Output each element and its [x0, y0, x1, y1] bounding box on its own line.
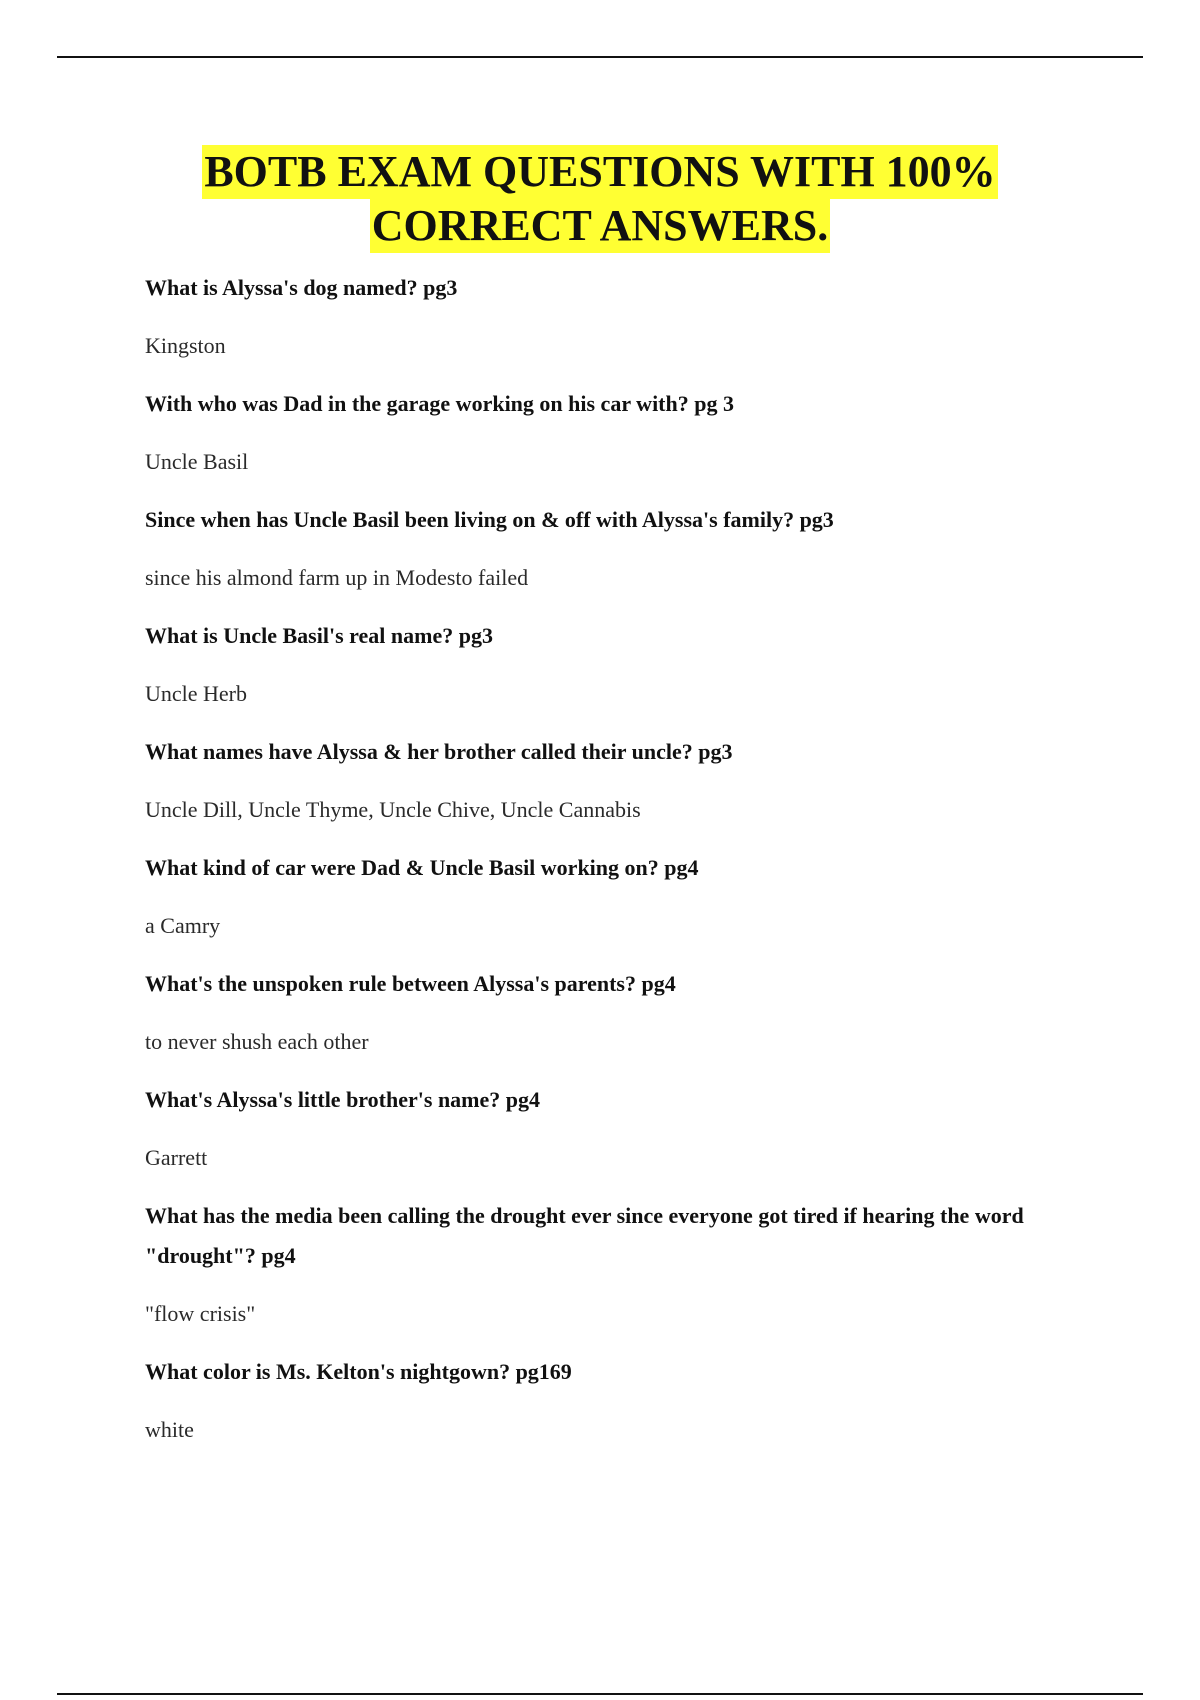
answer: a Camry — [145, 913, 221, 938]
answer: since his almond farm up in Modesto failed — [145, 565, 529, 590]
qa-item — [145, 848, 1065, 946]
qa-item — [145, 384, 1065, 482]
qa-item — [145, 732, 1065, 830]
answer: "flow crisis" — [145, 1301, 256, 1326]
title-line-2: CORRECT ANSWERS. — [370, 199, 830, 253]
question: With who was Dad in the garage working on his car with? pg 3 — [145, 391, 734, 416]
question: What's the unspoken rule between Alyssa's parents? pg4 — [145, 971, 676, 996]
answer: Kingston — [145, 333, 226, 358]
qa-item — [145, 1080, 1065, 1178]
answer: Garrett — [145, 1145, 208, 1170]
qa-item — [145, 1352, 1065, 1450]
question: What has the media been calling the drought ever since everyone got tired if hearing the word "drought"? pg4 — [145, 1203, 1024, 1268]
qa-item — [145, 616, 1065, 714]
qa-item — [145, 500, 1065, 598]
title-line-1: BOTB EXAM QUESTIONS WITH 100% — [202, 145, 997, 199]
qa-item — [145, 964, 1065, 1062]
question: What color is Ms. Kelton's nightgown? pg169 — [145, 1359, 572, 1384]
qa-item — [145, 1196, 1065, 1334]
qa-item — [145, 268, 1065, 366]
question: What is Uncle Basil's real name? pg3 — [145, 623, 493, 648]
question: Since when has Uncle Basil been living on & off with Alyssa's family? pg3 — [145, 507, 834, 532]
answer: Uncle Herb — [145, 681, 248, 706]
answer: to never shush each other — [145, 1029, 369, 1054]
answer: Uncle Basil — [145, 449, 249, 474]
document-title — [0, 145, 1200, 253]
answer: Uncle Dill, Uncle Thyme, Uncle Chive, Uncle Cannabis — [145, 797, 641, 822]
question: What kind of car were Dad & Uncle Basil working on? pg4 — [145, 855, 699, 880]
qa-list — [145, 268, 1065, 1468]
question: What's Alyssa's little brother's name? pg4 — [145, 1087, 541, 1112]
top-rule — [57, 56, 1143, 58]
question: What is Alyssa's dog named? pg3 — [145, 275, 458, 300]
bottom-rule — [57, 1693, 1143, 1695]
question: What names have Alyssa & her brother called their uncle? pg3 — [145, 739, 733, 764]
answer: white — [145, 1417, 194, 1442]
